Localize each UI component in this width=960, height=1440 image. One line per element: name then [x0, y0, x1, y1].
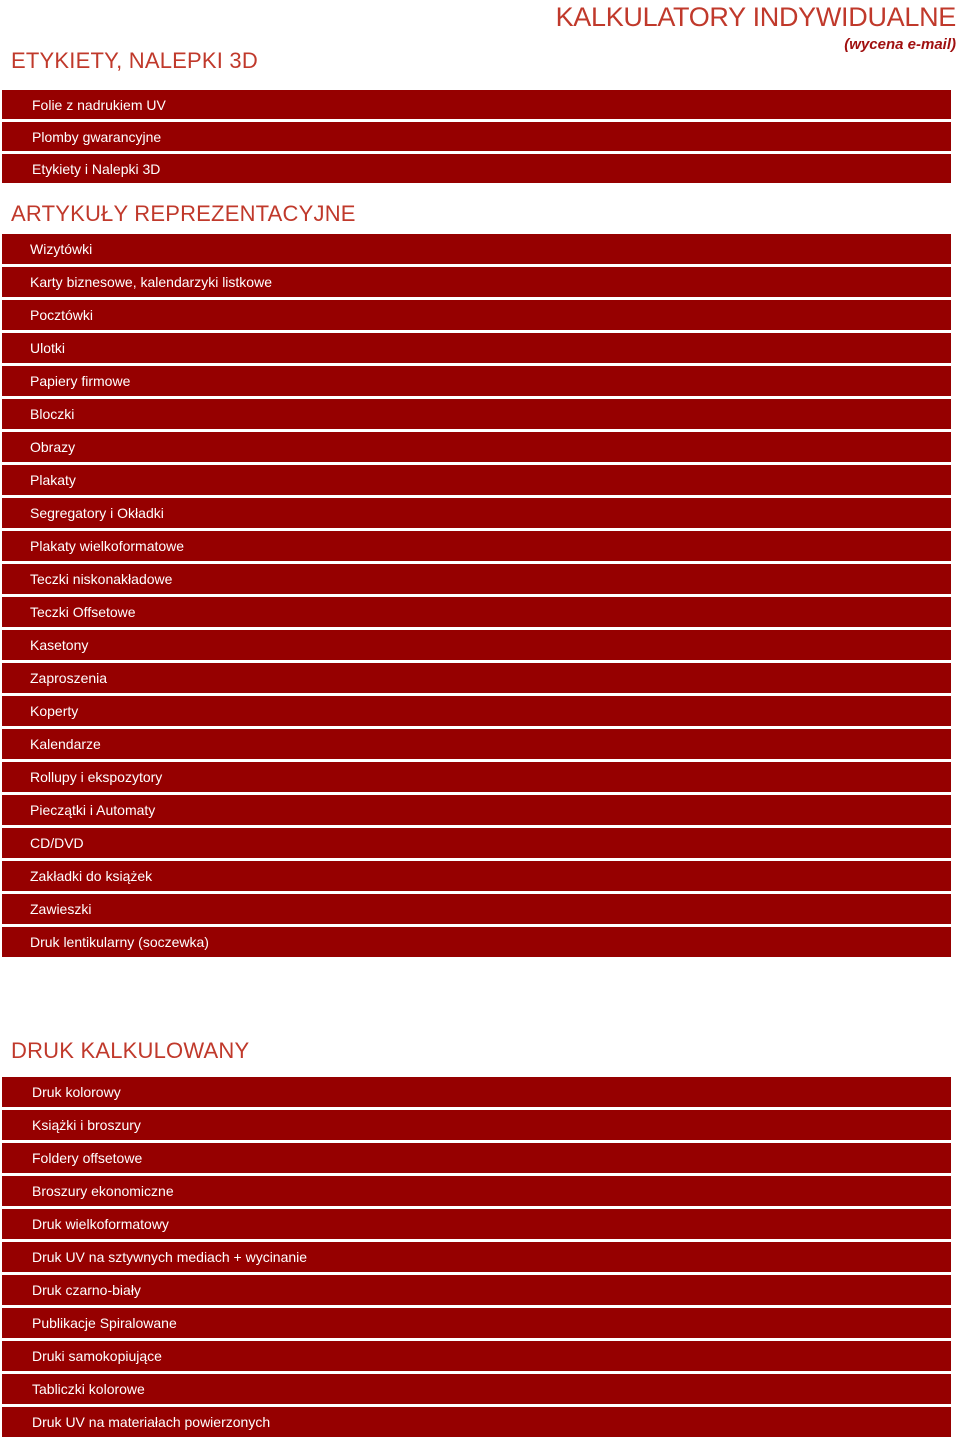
- menu-item[interactable]: CD/DVD: [2, 828, 951, 858]
- menu-item[interactable]: Kasetony: [2, 630, 951, 660]
- menu-item[interactable]: Teczki niskonakładowe: [2, 564, 951, 594]
- menu-item[interactable]: Karty biznesowe, kalendarzyki listkowe: [2, 267, 951, 297]
- menu-item[interactable]: Segregatory i Okładki: [2, 498, 951, 528]
- menu-item[interactable]: Rollupy i ekspozytory: [2, 762, 951, 792]
- menu-item[interactable]: Plakaty: [2, 465, 951, 495]
- section-title-calculated-print: DRUK KALKULOWANY: [11, 1038, 250, 1063]
- menu-item[interactable]: Papiery firmowe: [2, 366, 951, 396]
- menu-item[interactable]: Wizytówki: [2, 234, 951, 264]
- menu-item[interactable]: Książki i broszury: [2, 1110, 951, 1140]
- menu-item[interactable]: Ulotki: [2, 333, 951, 363]
- section-title-representative: ARTYKUŁY REPREZENTACYJNE: [11, 201, 356, 226]
- menu-item[interactable]: Foldery offsetowe: [2, 1143, 951, 1173]
- menu-item[interactable]: Zawieszki: [2, 894, 951, 924]
- menu-item[interactable]: Tabliczki kolorowe: [2, 1374, 951, 1404]
- menu-item[interactable]: Bloczki: [2, 399, 951, 429]
- section-title-labels: ETYKIETY, NALEPKI 3D: [11, 48, 258, 73]
- menu-item[interactable]: Koperty: [2, 696, 951, 726]
- menu-item[interactable]: Teczki Offsetowe: [2, 597, 951, 627]
- menu-item[interactable]: Zaproszenia: [2, 663, 951, 693]
- page-title: KALKULATORY INDYWIDUALNE: [555, 2, 956, 32]
- menu-item[interactable]: Pieczątki i Automaty: [2, 795, 951, 825]
- menu-item[interactable]: Druki samokopiujące: [2, 1341, 951, 1371]
- labels-menu: [2, 90, 951, 186]
- menu-item[interactable]: Obrazy: [2, 432, 951, 462]
- menu-item[interactable]: Druk UV na materiałach powierzonych: [2, 1407, 951, 1437]
- menu-item[interactable]: Druk wielkoformatowy: [2, 1209, 951, 1239]
- menu-item[interactable]: Druk lentikularny (soczewka): [2, 927, 951, 957]
- menu-item[interactable]: Kalendarze: [2, 729, 951, 759]
- calculated-print-menu: [2, 1077, 951, 1440]
- menu-item[interactable]: Druk UV na sztywnych mediach + wycinanie: [2, 1242, 951, 1272]
- menu-item[interactable]: Plomby gwarancyjne: [2, 122, 951, 151]
- menu-item[interactable]: Pocztówki: [2, 300, 951, 330]
- representative-menu: [2, 234, 951, 960]
- menu-item[interactable]: Plakaty wielkoformatowe: [2, 531, 951, 561]
- menu-item[interactable]: Publikacje Spiralowane: [2, 1308, 951, 1338]
- page-header: [556, 0, 956, 56]
- menu-item[interactable]: Folie z nadrukiem UV: [2, 90, 951, 119]
- menu-item[interactable]: Zakładki do książek: [2, 861, 951, 891]
- menu-item[interactable]: Druk kolorowy: [2, 1077, 951, 1107]
- menu-item[interactable]: Etykiety i Nalepki 3D: [2, 154, 951, 183]
- menu-item[interactable]: Druk czarno-biały: [2, 1275, 951, 1305]
- menu-item[interactable]: Broszury ekonomiczne: [2, 1176, 951, 1206]
- page-subtitle: (wycena e-mail): [844, 36, 956, 53]
